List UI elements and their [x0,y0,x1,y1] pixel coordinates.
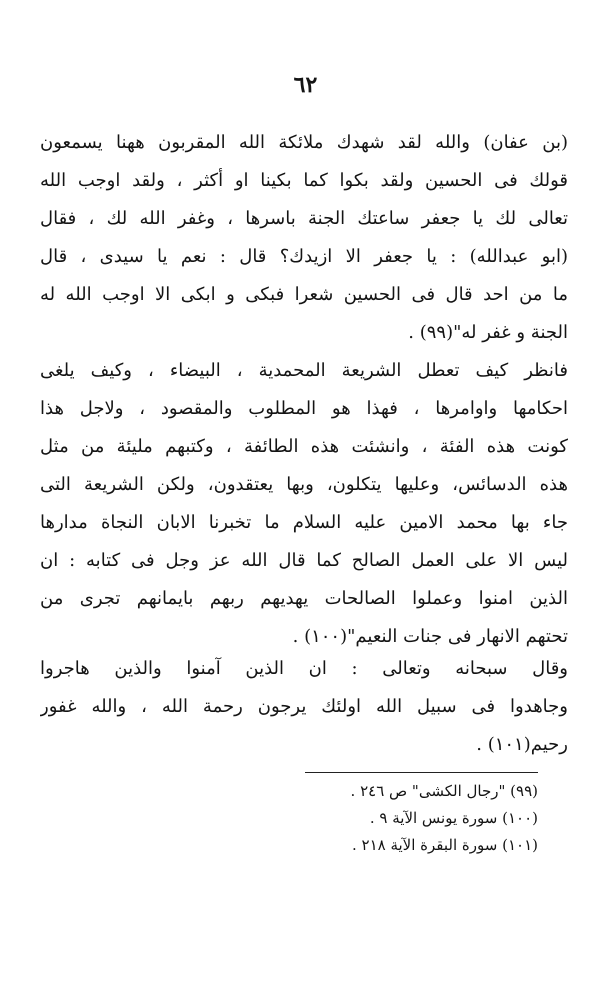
text-line: قولك فى الحسين ولقد بكوا كما بكينا او أكثر ، ولقد اوجب الله [40,170,568,191]
text-line: تعالى لك يا جعفر ساعتك الجنة باسرها ، وغفر الله لك ، فقال [40,208,568,229]
text-line: وقال سبحانه وتعالى : ان الذين آمنوا والذين هاجروا [40,658,568,679]
text-line: فانظر كيف تعطل الشريعة المحمدية ، البيضاء ، وكيف يلغى [40,360,568,381]
text-line: الجنة و غفر له"(٩٩) . [408,322,568,343]
text-line: وجاهدوا فى سبيل الله اولئك يرجون رحمة الله ، والله غفور [40,696,568,717]
text-line: (بن عفان) والله لقد شهدك ملائكة الله المقربون ههنا يسمعون [40,132,568,153]
footnote-101: (١٠١) سورة البقرة الآية ٢١٨ . [351,836,538,854]
paragraph-1 [40,124,568,352]
text-line: تحتهم الانهار فى جنات النعيم"(١٠٠) . [292,626,568,647]
paragraph-3 [40,650,568,764]
page-number: ٦٢ [293,72,318,98]
footnote-99: (٩٩) "رجال الكشى" ص ٢٤٦ . [350,782,538,800]
footnotes [290,778,538,859]
text-line: الذين امنوا وعملوا الصالحات يهديهم ربهم بايمانهم تجرى من [40,588,568,609]
footnote-100: (١٠٠) سورة يونس الآية ٩ . [369,809,538,827]
text-line: جاء بها محمد الامين عليه السلام ما تخبرنا الابان النجاة مدارها [40,512,568,533]
text-line: ما من احد قال فى الحسين شعرا فبكى و ابكى الا اوجب الله له [40,284,568,305]
text-line: ليس الا على العمل الصالح كما قال الله عز وجل فى كتابه : ان [40,550,568,571]
text-line: (ابو عبدالله) : يا جعفر الا ازيدك؟ قال : نعم يا سيدى ، قال [40,246,568,267]
text-line: هذه الدسائس، وعليها يتكلون، وبها يعتقدون، ولكن الشريعة التى [40,474,568,495]
text-line: احكامها واوامرها ، فهذا هو المطلوب والمقصود ، ولاجل هذا [40,398,568,419]
footnote-divider [305,772,538,773]
text-line: كونت هذه الفئة ، وانشئت هذه الطائفة ، وكتبهم مليئة من مثل [40,436,568,457]
text-line: رحيم(١٠١) . [476,734,568,755]
paragraph-2 [40,352,568,656]
